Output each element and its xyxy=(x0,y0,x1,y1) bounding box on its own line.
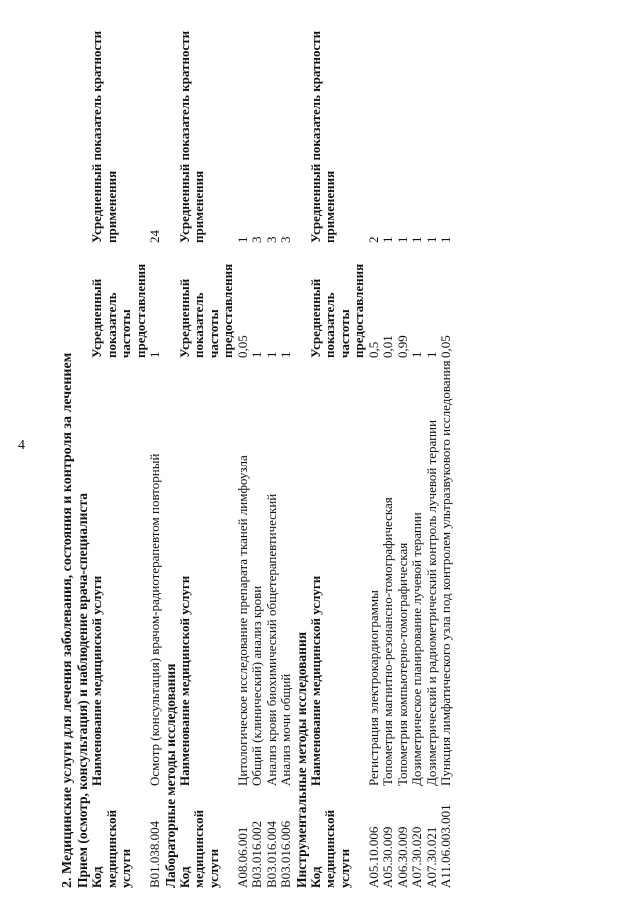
services-table xyxy=(90,28,163,888)
service-code: A07.30.020 xyxy=(409,826,424,888)
section-title: 2. Медицинские услуги для лечения заболевания, состояния и контроля за лечением xyxy=(60,352,75,888)
block-laboratory xyxy=(163,28,294,888)
service-frequency: 1 xyxy=(147,351,162,358)
header-frequency: Усредненный показатель частоты предоставления xyxy=(89,263,148,358)
service-name: Дозиметрический и радиометрический контроль лучевой терапии xyxy=(423,419,439,786)
table-header-row xyxy=(309,28,367,888)
service-multiplicity: 1 xyxy=(234,236,250,243)
table-row xyxy=(439,28,454,888)
service-name: Пункция лимфатического узла под контролем ультразвукового исследования xyxy=(438,360,453,786)
service-code: A11.06.003.001 xyxy=(438,804,453,888)
table-row xyxy=(236,28,251,888)
page-number: 4 xyxy=(18,438,25,453)
service-multiplicity: 1 xyxy=(438,236,453,243)
header-code: Код медицинской услуги xyxy=(307,809,352,888)
header-multiplicity: Усредненный показатель кратности применения xyxy=(307,30,337,243)
service-multiplicity: 1 xyxy=(394,236,410,243)
service-name: Анализ мочи общий xyxy=(278,673,293,786)
service-code: B03.016.006 xyxy=(278,820,293,888)
service-multiplicity: 1 xyxy=(380,236,395,243)
service-multiplicity: 24 xyxy=(147,230,162,243)
service-code: B03.016.004 xyxy=(263,820,279,888)
block-title: Прием (осмотр, консультация) и наблюдение врача-специалиста xyxy=(75,493,90,888)
table-header-row xyxy=(178,28,236,888)
rotated-page-content xyxy=(60,28,580,888)
service-frequency: 0,01 xyxy=(380,335,395,358)
service-code: A05.10.006 xyxy=(365,826,381,888)
service-multiplicity: 3 xyxy=(278,236,293,243)
block-title: Инструментальные методы исследования xyxy=(293,631,309,888)
service-name: Цитологическое исследование препарата тканей лимфоузла xyxy=(234,455,250,786)
services-table xyxy=(178,28,294,888)
header-name: Наименование медицинской услуги xyxy=(89,575,104,786)
header-frequency: Усредненный показатель частоты предоставления xyxy=(307,263,366,358)
service-code: A08.06.001 xyxy=(234,826,250,888)
service-code: B03.016.002 xyxy=(249,820,264,888)
service-name: Анализ крови биохимический общетерапевтический xyxy=(263,493,279,786)
header-frequency: Усредненный показатель частоты предоставления xyxy=(176,263,235,358)
header-name: Наименование медицинской услуги xyxy=(176,575,192,786)
header-code: Код медицинской услуги xyxy=(89,809,133,888)
service-code: B01.038.004 xyxy=(147,820,162,888)
table-row xyxy=(396,28,411,888)
service-code: A06.30.009 xyxy=(394,826,410,888)
services-table xyxy=(309,28,454,888)
service-name: Дозиметрическое планирование лучевой терапии xyxy=(409,512,424,786)
service-multiplicity: 3 xyxy=(263,236,279,243)
table-header-row xyxy=(90,28,148,888)
service-frequency: 1 xyxy=(263,351,279,358)
header-multiplicity: Усредненный показатель кратности применения xyxy=(176,30,206,243)
service-code: A05.30.009 xyxy=(380,826,395,888)
service-frequency: 0,99 xyxy=(394,335,410,358)
table-row xyxy=(367,28,382,888)
service-multiplicity: 1 xyxy=(409,236,424,243)
block-consultation xyxy=(75,28,163,888)
service-frequency: 0,05 xyxy=(234,335,250,358)
table-row xyxy=(265,28,280,888)
header-name: Наименование медицинской услуги xyxy=(307,575,323,786)
table-row xyxy=(250,28,265,888)
service-name: Осмотр (консультация) врачом-радиотерапевтом повторный xyxy=(147,453,162,786)
header-multiplicity: Усредненный показатель кратности применения xyxy=(89,30,119,243)
service-frequency: 0,05 xyxy=(438,335,453,358)
service-multiplicity: 3 xyxy=(249,236,264,243)
block-instrumental xyxy=(294,28,454,888)
service-frequency: 1 xyxy=(409,351,424,358)
table-row xyxy=(279,28,294,888)
table-row xyxy=(410,28,425,888)
service-name: Общий (клинический) анализ крови xyxy=(249,585,264,786)
service-frequency: 1 xyxy=(423,351,439,358)
service-multiplicity: 2 xyxy=(365,236,381,243)
table-row xyxy=(148,28,163,888)
header-code: Код медицинской услуги xyxy=(176,809,221,888)
service-multiplicity: 1 xyxy=(423,236,439,243)
service-name: Регистрация электрокардиограммы xyxy=(365,590,381,786)
service-frequency: 1 xyxy=(249,351,264,358)
service-frequency: 1 xyxy=(278,351,293,358)
service-code: A07.30.021 xyxy=(423,826,439,888)
table-row xyxy=(425,28,440,888)
block-title: Лабораторные методы исследования xyxy=(162,663,178,888)
table-row xyxy=(381,28,396,888)
service-frequency: 0,5 xyxy=(365,341,381,358)
service-name: Топометрия магнитно-резонансно-томографическая xyxy=(380,497,395,786)
service-name: Топометрия компьютерно-томографическая xyxy=(394,542,410,786)
